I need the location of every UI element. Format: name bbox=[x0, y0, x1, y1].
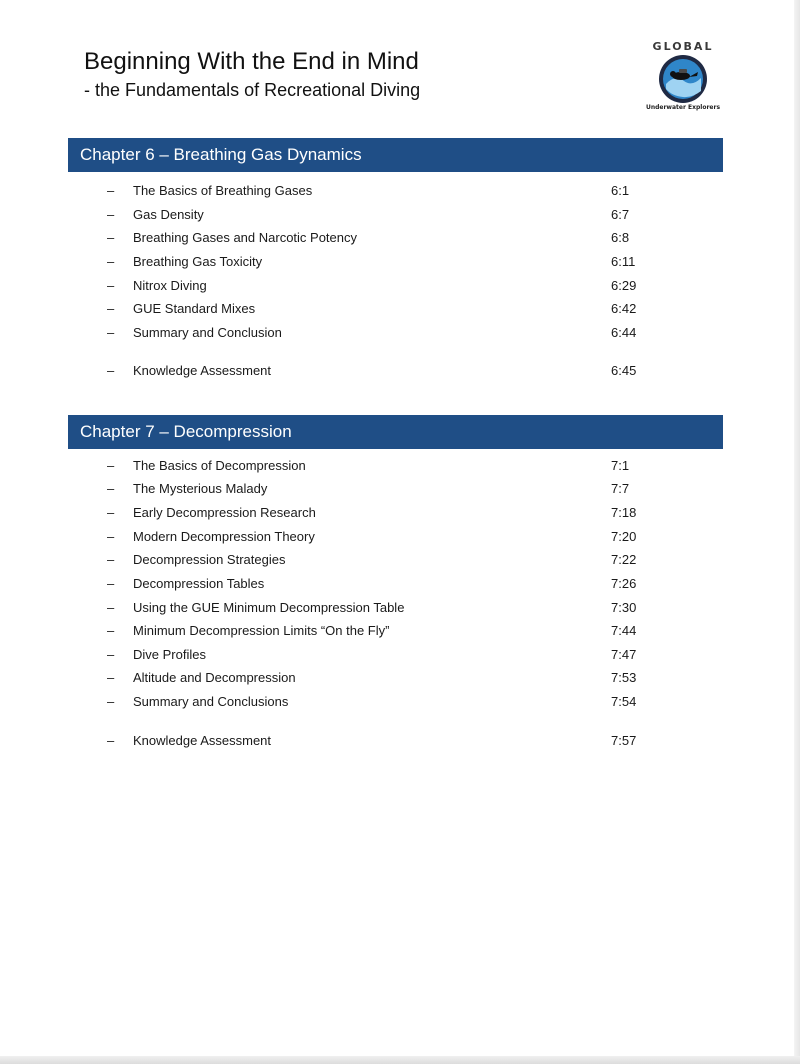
toc-entry[interactable] bbox=[0, 207, 800, 229]
entry-label: Nitrox Diving bbox=[133, 278, 207, 293]
entry-label: Gas Density bbox=[133, 207, 204, 222]
toc-entry[interactable] bbox=[0, 623, 800, 645]
toc-entry[interactable] bbox=[0, 529, 800, 551]
entry-dash: – bbox=[107, 207, 115, 222]
entry-label: Summary and Conclusions bbox=[133, 694, 289, 709]
entry-label: Breathing Gases and Narcotic Potency bbox=[133, 230, 358, 245]
toc-entry[interactable] bbox=[0, 230, 800, 252]
entry-page: 7:30 bbox=[611, 600, 637, 615]
entry-dash: – bbox=[107, 647, 115, 662]
entry-page: 7:47 bbox=[611, 647, 637, 662]
entry-dash: – bbox=[107, 733, 115, 748]
entry-dash: – bbox=[107, 230, 115, 245]
entry-page: 7:26 bbox=[611, 576, 637, 591]
entry-label: Knowledge Assessment bbox=[133, 733, 272, 748]
toc-entry-knowledge-assessment[interactable] bbox=[0, 733, 800, 755]
toc-entry[interactable] bbox=[0, 183, 800, 205]
entry-label: Decompression Tables bbox=[133, 576, 265, 591]
entry-label: The Mysterious Malady bbox=[133, 481, 268, 496]
entry-dash: – bbox=[107, 278, 115, 293]
entry-label: The Basics of Breathing Gases bbox=[133, 183, 313, 198]
toc-entry[interactable] bbox=[0, 301, 800, 323]
document-title: Beginning With the End in Mind bbox=[84, 48, 419, 75]
entry-dash: – bbox=[107, 458, 115, 473]
document-subtitle: - the Fundamentals of Recreational Diving bbox=[84, 80, 421, 100]
toc-entry[interactable] bbox=[0, 647, 800, 669]
entry-page: 7:44 bbox=[611, 623, 637, 638]
toc-entry[interactable] bbox=[0, 254, 800, 276]
toc-entry[interactable] bbox=[0, 694, 800, 716]
entry-page: 7:18 bbox=[611, 505, 637, 520]
entry-page: 7:1 bbox=[611, 458, 630, 473]
toc-entry[interactable] bbox=[0, 458, 800, 480]
entry-page: 7:57 bbox=[611, 733, 637, 748]
entry-page: 6:7 bbox=[611, 207, 630, 222]
entry-label: Altitude and Decompression bbox=[133, 670, 296, 685]
toc-entry[interactable] bbox=[0, 481, 800, 503]
toc-entry[interactable] bbox=[0, 505, 800, 527]
toc-entry[interactable] bbox=[0, 600, 800, 622]
toc-entry[interactable] bbox=[0, 278, 800, 300]
entry-page: 6:11 bbox=[611, 254, 636, 269]
entry-dash: – bbox=[107, 623, 115, 638]
entry-dash: – bbox=[107, 505, 115, 520]
entry-page: 6:44 bbox=[611, 325, 637, 340]
logo-bottom-text: Underwater Explorers bbox=[645, 104, 721, 111]
entry-dash: – bbox=[107, 552, 115, 567]
entry-page: 6:45 bbox=[611, 363, 637, 378]
toc-entry[interactable] bbox=[0, 576, 800, 598]
entry-page: 6:1 bbox=[611, 183, 630, 198]
entry-label: Knowledge Assessment bbox=[133, 363, 272, 378]
entry-dash: – bbox=[107, 325, 115, 340]
entry-page: 6:42 bbox=[611, 301, 637, 316]
entry-dash: – bbox=[107, 183, 115, 198]
global-underwater-explorers-logo bbox=[640, 34, 726, 120]
entry-page: 7:54 bbox=[611, 694, 637, 709]
entry-label: Using the GUE Minimum Decompression Table bbox=[133, 600, 405, 615]
entry-page: 7:7 bbox=[611, 481, 630, 496]
entry-dash: – bbox=[107, 529, 115, 544]
entry-label: GUE Standard Mixes bbox=[133, 301, 256, 316]
entry-dash: – bbox=[107, 670, 115, 685]
entry-label: Breathing Gas Toxicity bbox=[133, 254, 263, 269]
toc-entry[interactable] bbox=[0, 325, 800, 347]
toc-entry[interactable] bbox=[0, 552, 800, 574]
entry-page: 7:53 bbox=[611, 670, 637, 685]
chapter-7-heading: Chapter 7 – Decompression bbox=[68, 415, 723, 449]
toc-entry-knowledge-assessment[interactable] bbox=[0, 363, 800, 385]
chapter-6-heading: Chapter 6 – Breathing Gas Dynamics bbox=[68, 138, 723, 172]
entry-dash: – bbox=[107, 363, 115, 378]
entry-label: Modern Decompression Theory bbox=[133, 529, 315, 544]
entry-label: Summary and Conclusion bbox=[133, 325, 282, 340]
page-bottom-shadow bbox=[0, 1056, 800, 1064]
entry-dash: – bbox=[107, 481, 115, 496]
logo-top-text: GLOBAL bbox=[652, 40, 714, 53]
entry-dash: – bbox=[107, 600, 115, 615]
entry-label: Decompression Strategies bbox=[133, 552, 286, 567]
entry-label: Early Decompression Research bbox=[133, 505, 316, 520]
entry-dash: – bbox=[107, 301, 115, 316]
entry-label: Dive Profiles bbox=[133, 647, 206, 662]
entry-page: 7:20 bbox=[611, 529, 637, 544]
entry-dash: – bbox=[107, 694, 115, 709]
entry-page: 7:22 bbox=[611, 552, 637, 567]
entry-dash: – bbox=[107, 254, 115, 269]
toc-entry[interactable] bbox=[0, 670, 800, 692]
entry-dash: – bbox=[107, 576, 115, 591]
entry-page: 6:29 bbox=[611, 278, 637, 293]
entry-label: The Basics of Decompression bbox=[133, 458, 306, 473]
entry-page: 6:8 bbox=[611, 230, 630, 245]
entry-label: Minimum Decompression Limits “On the Fly” bbox=[133, 623, 390, 638]
